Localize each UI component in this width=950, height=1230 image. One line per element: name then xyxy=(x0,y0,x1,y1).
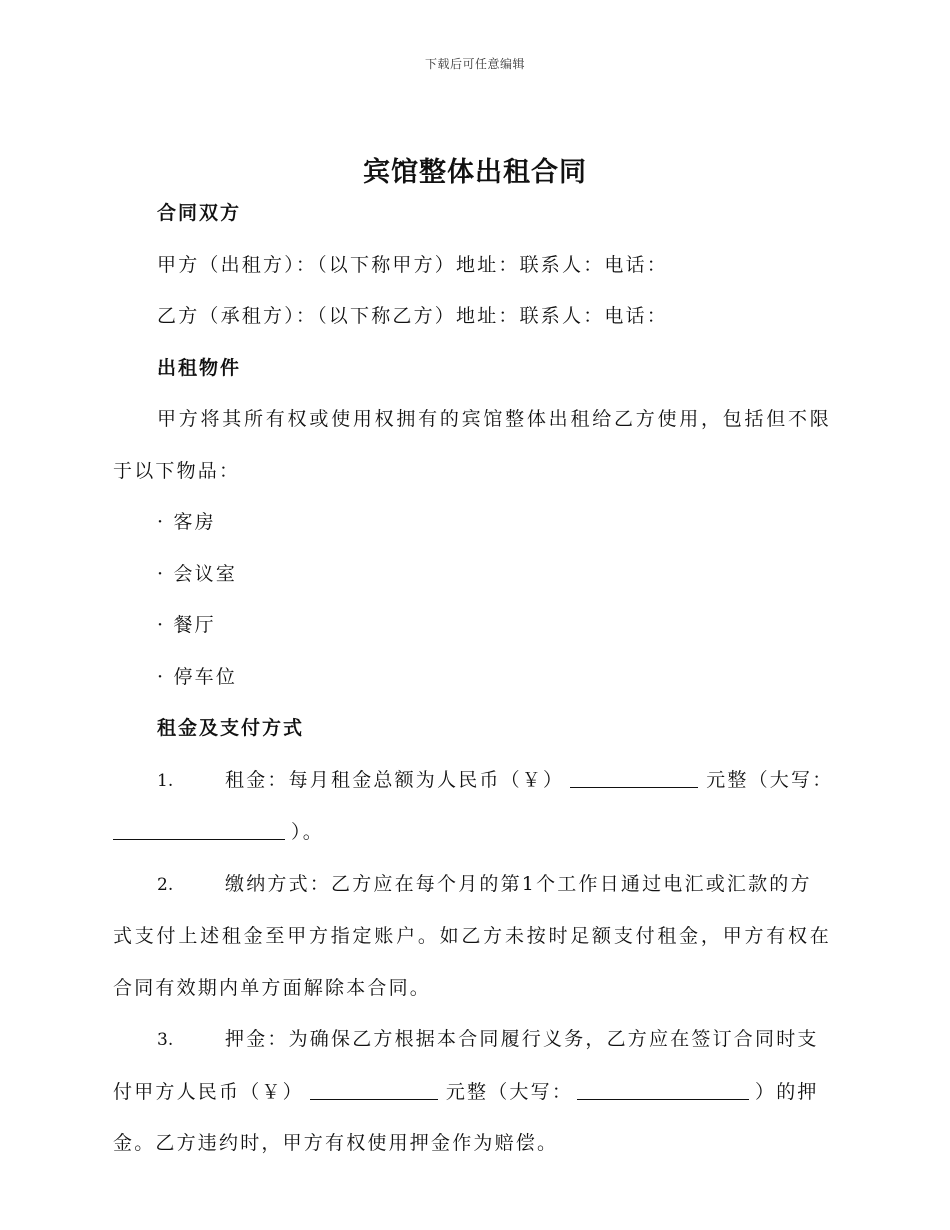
clause-3-line2 xyxy=(113,1067,831,1119)
document-body xyxy=(113,188,834,1170)
clause-1-text-c: ）。 xyxy=(291,821,324,843)
section-heading-property: 出租物件 xyxy=(157,356,242,379)
party-a-line: 甲方（出租方）：（以下称甲方）地址：联系人：电话： xyxy=(157,253,669,276)
clause-3-text-a: 付甲方人民币（￥） xyxy=(113,1080,304,1103)
clause-3-text-1: 押金：为确保乙方根据本合同履行义务，乙方应在签订合同时支 xyxy=(225,1028,819,1050)
clause-3-line3: 金。乙方违约时，甲方有权使用押金作为赔偿。 xyxy=(113,1132,559,1154)
section-heading-parties: 合同双方 xyxy=(157,202,242,224)
clause-1-text-b: 元整（大写： xyxy=(706,768,834,791)
clause-2-line2: 式支付上述租金至甲方指定账户。如乙方未按时足额支付租金，甲方有权在 xyxy=(113,925,831,947)
clause-2-number: 2. xyxy=(157,874,174,895)
party-b-line: 乙方（承租方）：（以下称乙方）地址：联系人：电话： xyxy=(157,305,669,327)
deposit-amount-words-blank[interactable] xyxy=(577,1079,749,1100)
header-note: 下载后可任意编辑 xyxy=(424,57,525,71)
rent-amount-words-blank[interactable] xyxy=(113,819,285,840)
clause-3-text-c: ）的押 xyxy=(755,1080,819,1103)
document-title: 宾馆整体出租合同 xyxy=(363,157,587,188)
deposit-amount-blank[interactable] xyxy=(310,1079,438,1100)
clause-1-line1 xyxy=(113,755,834,808)
property-item-meeting-room: · 会议室 xyxy=(157,562,238,585)
property-item-parking: · 停车位 xyxy=(157,665,238,688)
clause-3-number: 3. xyxy=(157,1030,174,1050)
clause-3-text-b: 元整（大写： xyxy=(445,1080,574,1103)
property-item-restaurant: · 餐厅 xyxy=(157,614,216,636)
clause-2-line1 xyxy=(113,859,831,912)
section-heading-rent: 租金及支付方式 xyxy=(157,717,305,739)
clause-2-text-1: 缴纳方式：乙方应在每个月的第1个工作日通过电汇或汇款的方 xyxy=(225,872,812,895)
rent-amount-blank[interactable] xyxy=(570,767,698,788)
clause-1-text-a: 租金：每月租金总额为人民币（￥） xyxy=(225,768,565,791)
property-intro-line1: 甲方将其所有权或使用权拥有的宾馆整体出租给乙方使用，包括但不限 xyxy=(157,408,831,430)
clause-2-line3: 合同有效期内单方面解除本合同。 xyxy=(113,976,432,999)
clause-1-number: 1. xyxy=(157,770,174,791)
property-item-rooms: · 客房 xyxy=(157,511,216,533)
clause-1-line2 xyxy=(113,807,831,859)
clause-3-line1 xyxy=(113,1014,831,1067)
property-intro-line2: 于以下物品： xyxy=(113,459,241,482)
